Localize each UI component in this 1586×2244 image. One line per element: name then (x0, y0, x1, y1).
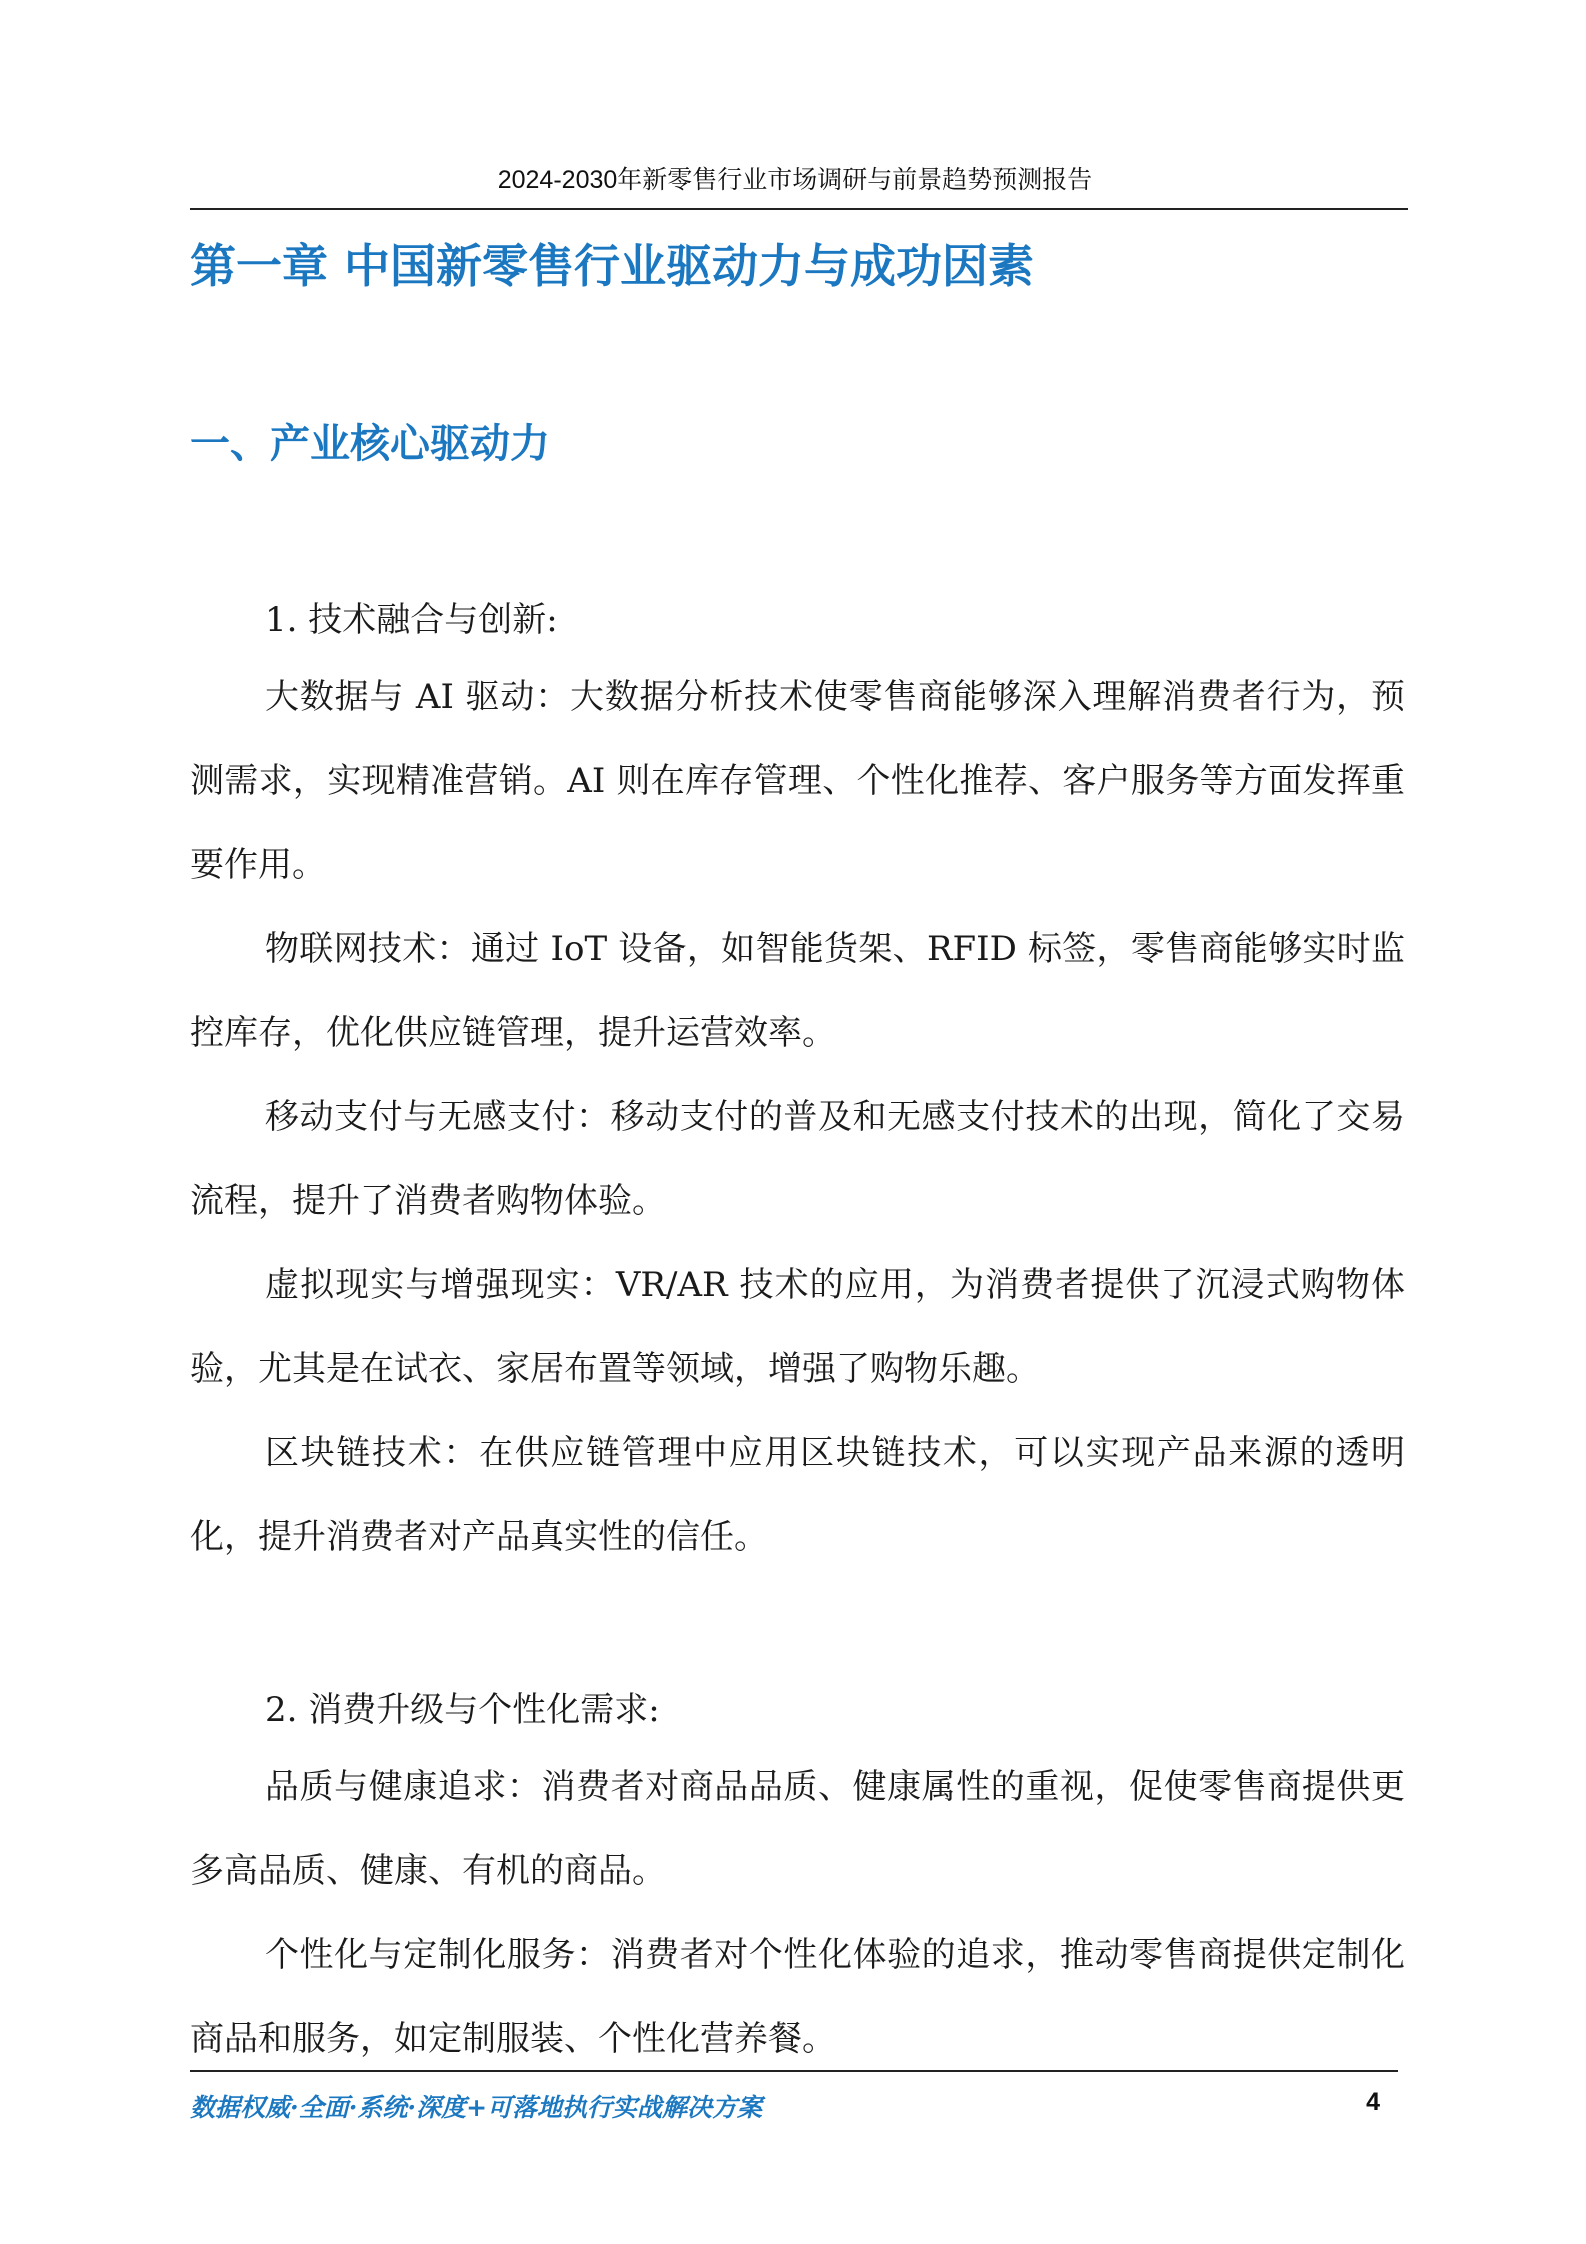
running-header: 2024-2030年新零售行业市场调研与前景趋势预测报告 (497, 166, 1093, 194)
paragraph-vr-ar: 虚拟现实与增强现实：VR/AR 技术的应用，为消费者提供了沉浸式购物体验，尤其是在试衣、家居布置等领域，增强了购物乐趣。 (190, 1265, 1405, 1389)
subsection-heading-1: 1. 技术融合与创新: (265, 600, 558, 640)
page-number: 4 (1366, 2088, 1380, 2116)
paragraph-blockchain: 区块链技术：在供应链管理中应用区块链技术，可以实现产品来源的透明化，提升消费者对产品真实性的信任。 (190, 1433, 1405, 1557)
footer-slogan: 数据权威·全面·系统·深度+可落地执行实战解决方案 (190, 2093, 763, 2122)
paragraph-quality-health: 品质与健康追求：消费者对商品品质、健康属性的重视，促使零售商提供更多高品质、健康、有机的商品。 (190, 1767, 1405, 1891)
subsection-heading-2: 2. 消费升级与个性化需求: (265, 1690, 660, 1730)
paragraph-personalization: 个性化与定制化服务：消费者对个性化体验的追求，推动零售商提供定制化商品和服务，如定制服装、个性化营养餐。 (190, 1935, 1405, 2059)
header-divider (190, 208, 1408, 210)
paragraph-mobile-payment: 移动支付与无感支付：移动支付的普及和无感支付技术的出现，简化了交易流程，提升了消费者购物体验。 (190, 1097, 1405, 1221)
section-title: 一、产业核心驱动力 (190, 421, 550, 467)
paragraph-iot: 物联网技术：通过 IoT 设备，如智能货架、RFID 标签，零售商能够实时监控库存，优化供应链管理，提升运营效率。 (190, 929, 1405, 1053)
chapter-title: 第一章 中国新零售行业驱动力与成功因素 (190, 239, 1035, 293)
paragraph-big-data-ai: 大数据与 AI 驱动：大数据分析技术使零售商能够深入理解消费者行为，预测需求，实现精准营销。AI 则在库存管理、个性化推荐、客户服务等方面发挥重要作用。 (190, 677, 1405, 885)
footer-divider (190, 2070, 1398, 2072)
